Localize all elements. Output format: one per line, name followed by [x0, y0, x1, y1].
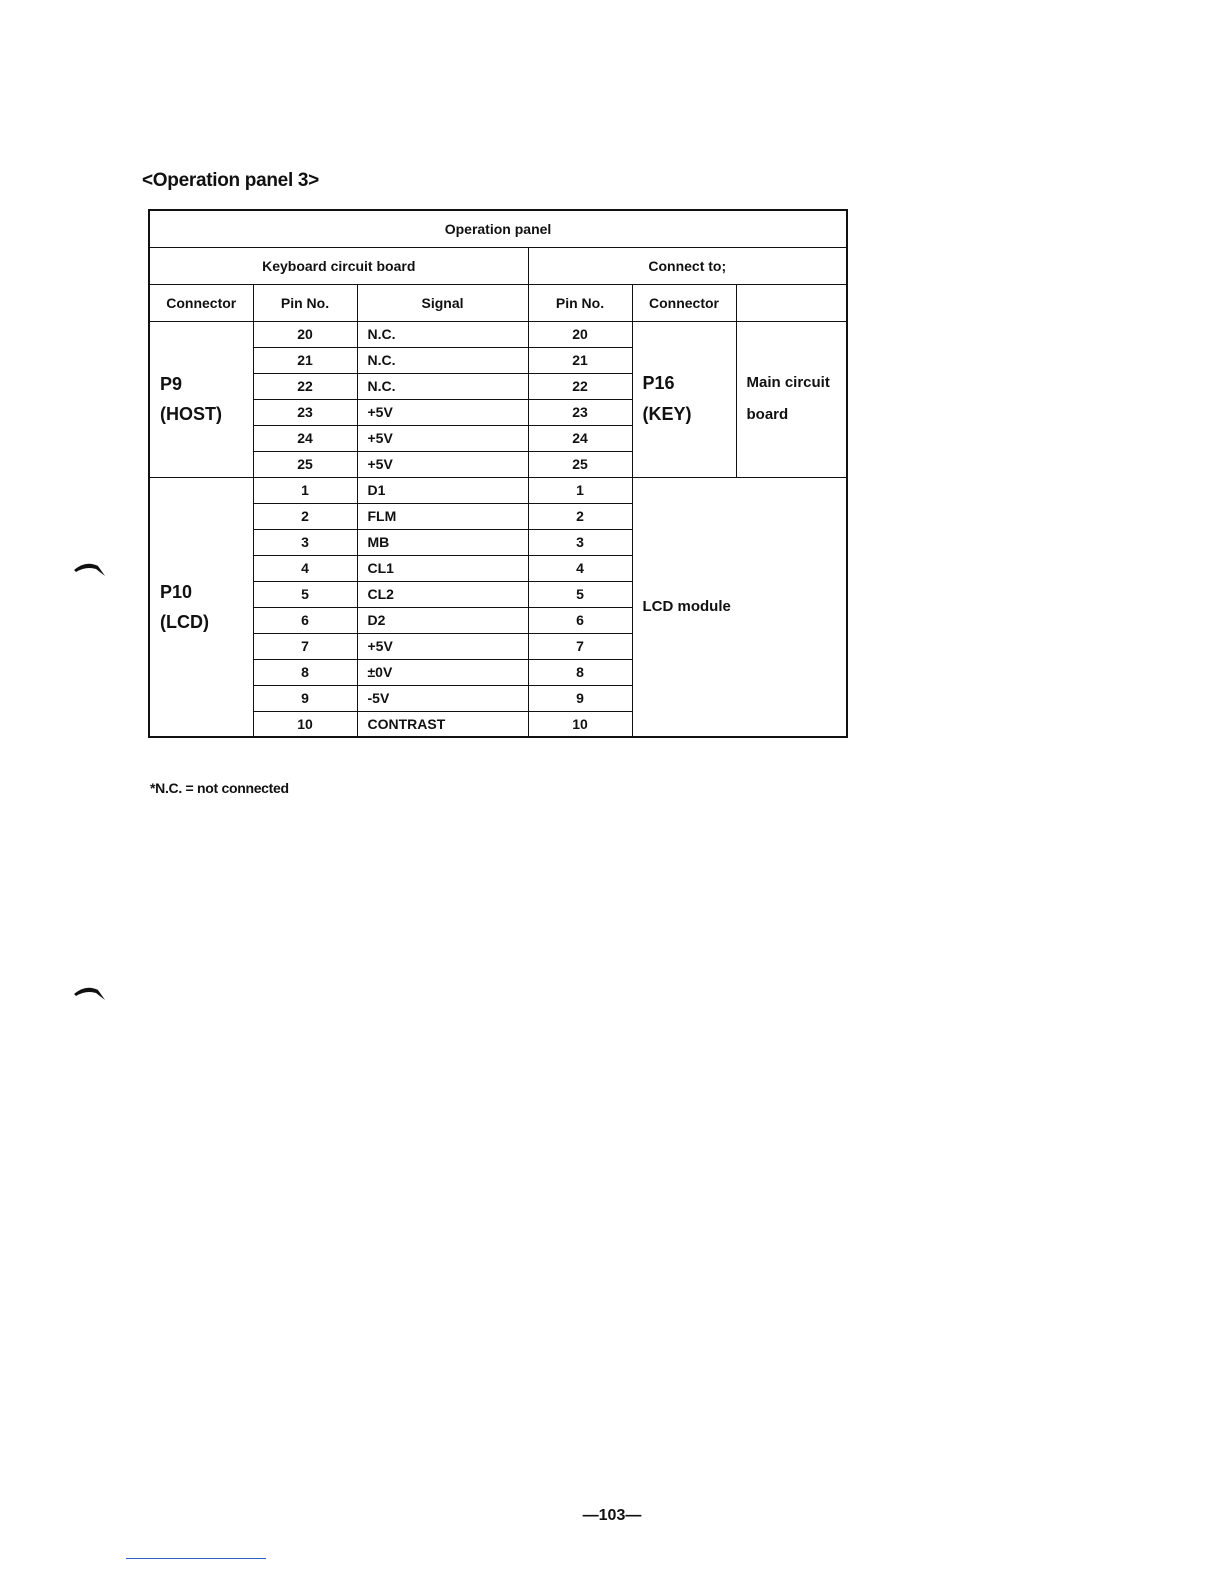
- dest-pin-number-cell: 25: [528, 451, 632, 477]
- dest-pin-number-cell: 1: [528, 477, 632, 503]
- signal-cell: +5V: [357, 399, 528, 425]
- bottom-rule: [126, 1558, 266, 1559]
- dest-pin-number-cell: 5: [528, 581, 632, 607]
- dest-pin-number-cell: 3: [528, 529, 632, 555]
- pin-number-cell: 4: [253, 555, 357, 581]
- dest-device-cell: [736, 321, 847, 477]
- pin-number-cell: 6: [253, 607, 357, 633]
- source-connector-line: P9: [160, 374, 183, 394]
- page-number: —103—: [582, 1507, 642, 1524]
- source-connector-line: (LCD): [160, 611, 209, 632]
- signal-cell: D1: [357, 477, 528, 503]
- footnote: *N.C. = not connected: [150, 780, 289, 796]
- signal-cell: CL1: [357, 555, 528, 581]
- table-row: [149, 321, 847, 347]
- signal-cell: FLM: [357, 503, 528, 529]
- pin-number-cell: 23: [253, 399, 357, 425]
- dest-pin-number-cell: 9: [528, 685, 632, 711]
- signal-cell: -5V: [357, 685, 528, 711]
- col-header-dest-pin-no: Pin No.: [528, 284, 632, 321]
- dest-connector-line: P16: [642, 373, 675, 393]
- signal-cell: +5V: [357, 425, 528, 451]
- pin-number-cell: 9: [253, 685, 357, 711]
- pin-number-cell: 2: [253, 503, 357, 529]
- pin-number-cell: 8: [253, 659, 357, 685]
- scan-artifact-mark: [72, 560, 108, 580]
- pin-number-cell: 21: [253, 347, 357, 373]
- signal-cell: +5V: [357, 633, 528, 659]
- pin-number-cell: 7: [253, 633, 357, 659]
- dest-pin-number-cell: 6: [528, 607, 632, 633]
- scan-artifact-mark: [72, 984, 108, 1004]
- col-header-connector: Connector: [149, 284, 253, 321]
- dest-pin-number-cell: 20: [528, 321, 632, 347]
- source-connector-cell: [149, 321, 253, 477]
- header-connect-to: Connect to;: [528, 247, 847, 284]
- pin-number-cell: 3: [253, 529, 357, 555]
- col-header-pin-no: Pin No.: [253, 284, 357, 321]
- signal-cell: MB: [357, 529, 528, 555]
- pin-number-cell: 10: [253, 711, 357, 737]
- signal-cell: CONTRAST: [357, 711, 528, 737]
- table-row: [149, 477, 847, 503]
- pin-number-cell: 22: [253, 373, 357, 399]
- signal-cell: N.C.: [357, 347, 528, 373]
- dest-pin-number-cell: 24: [528, 425, 632, 451]
- dest-pin-number-cell: 4: [528, 555, 632, 581]
- dest-connector-cell: [632, 321, 736, 477]
- pin-number-cell: 5: [253, 581, 357, 607]
- dest-pin-number-cell: 22: [528, 373, 632, 399]
- signal-cell: +5V: [357, 451, 528, 477]
- pin-number-cell: 24: [253, 425, 357, 451]
- pin-number-cell: 1: [253, 477, 357, 503]
- signal-cell: D2: [357, 607, 528, 633]
- source-connector-line: P10: [160, 581, 193, 602]
- dest-connector-line: (KEY): [642, 404, 692, 424]
- dest-pin-number-cell: 10: [528, 711, 632, 737]
- signal-cell: N.C.: [357, 373, 528, 399]
- dest-device-line: Main circuit: [746, 374, 830, 391]
- col-header-signal: Signal: [357, 284, 528, 321]
- pin-number-cell: 25: [253, 451, 357, 477]
- source-connector-cell: [149, 477, 253, 737]
- page-title: <Operation panel 3>: [142, 170, 319, 191]
- dest-pin-number-cell: 2: [528, 503, 632, 529]
- dest-pin-number-cell: 8: [528, 659, 632, 685]
- signal-cell: N.C.: [357, 321, 528, 347]
- dest-device-line: board: [746, 406, 789, 423]
- dest-pin-number-cell: 7: [528, 633, 632, 659]
- signal-cell: CL2: [357, 581, 528, 607]
- signal-cell: ±0V: [357, 659, 528, 685]
- col-header-dest-connector: Connector: [632, 284, 736, 321]
- dest-pin-number-cell: 21: [528, 347, 632, 373]
- pin-number-cell: 20: [253, 321, 357, 347]
- header-keyboard-circuit-board: Keyboard circuit board: [149, 247, 528, 284]
- connector-pin-table: [148, 209, 848, 738]
- source-connector-line: (HOST): [160, 404, 222, 424]
- dest-pin-number-cell: 23: [528, 399, 632, 425]
- header-operation-panel: Operation panel: [149, 210, 847, 247]
- col-header-dest-device: [736, 284, 847, 321]
- dest-module-cell: LCD module: [632, 477, 847, 737]
